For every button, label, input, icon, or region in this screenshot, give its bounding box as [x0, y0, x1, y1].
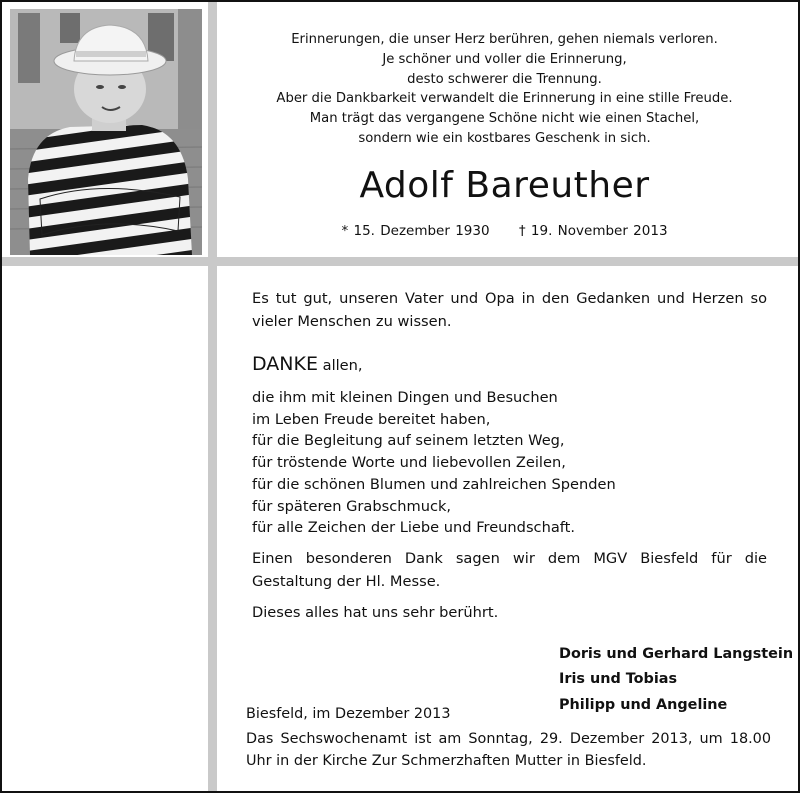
- danke-word: DANKE: [252, 353, 318, 375]
- vertical-divider: [208, 2, 217, 791]
- list-item: für alle Zeichen der Liebe und Freundschaft.: [252, 519, 576, 537]
- poem-line: desto schwerer die Trennung.: [407, 71, 602, 87]
- memorial-poem: [222, 30, 787, 149]
- portrait-photo: [10, 9, 202, 255]
- thanks-text: [252, 287, 794, 718]
- special-thanks-paragraph: Einen besonderen Dank sagen wir dem MGV Biesfeld für die Gestaltung der Hl. Messe.: [252, 549, 767, 590]
- death-date: † 19. November 2013: [518, 223, 668, 239]
- poem-line: Aber die Dankbarkeit verwandelt die Erinnerung in eine stille Freude.: [276, 91, 733, 107]
- poem-line: sondern wie ein kostbares Geschenk in sich.: [358, 130, 651, 146]
- signature-line: Doris und Gerhard Langstein: [559, 645, 794, 662]
- list-item: für späteren Grabschmuck,: [252, 497, 452, 515]
- deceased-name: Adolf Bareuther: [359, 165, 650, 206]
- footer: [246, 703, 771, 773]
- list-item: für die schönen Blumen und zahlreichen Spenden: [252, 475, 616, 493]
- poem-line: Man trägt das vergangene Schöne nicht wie einen Stachel,: [309, 111, 700, 127]
- moved-paragraph: Dieses alles hat uns sehr berührt.: [252, 603, 499, 621]
- life-dates: [222, 221, 787, 241]
- birth-date: * 15. Dezember 1930: [341, 223, 490, 239]
- horizontal-divider: [2, 257, 798, 266]
- intro-paragraph: Es tut gut, unseren Vater und Opa in den Gedanken und Herzen so vieler Menschen zu wissen.: [252, 290, 767, 330]
- danke-rest: allen,: [317, 357, 363, 374]
- poem-line: Erinnerungen, die unser Herz berühren, gehen niemals verloren.: [291, 32, 718, 47]
- mass-announcement: Das Sechswochenamt ist am Sonntag, 29. Dezember 2013, um 18.00 Uhr in der Kirche Zur Schmerzhaften Mutter in Biesfeld.: [246, 730, 771, 769]
- list-item: im Leben Freude bereitet haben,: [252, 410, 491, 428]
- list-item: für die Begleitung auf seinem letzten Weg,: [252, 432, 565, 450]
- signature-line: Philipp und Angeline: [559, 696, 728, 713]
- list-item: die ihm mit kleinen Dingen und Besuchen: [252, 389, 558, 406]
- poem-line: Je schöner und voller die Erinnerung,: [382, 51, 627, 67]
- signature-line: Iris und Tobias: [559, 671, 678, 688]
- danke-heading: [252, 353, 767, 375]
- list-item: für tröstende Worte und liebevollen Zeilen,: [252, 454, 566, 472]
- place-date: Biesfeld, im Dezember 2013: [246, 706, 451, 722]
- thanks-list: [252, 387, 767, 539]
